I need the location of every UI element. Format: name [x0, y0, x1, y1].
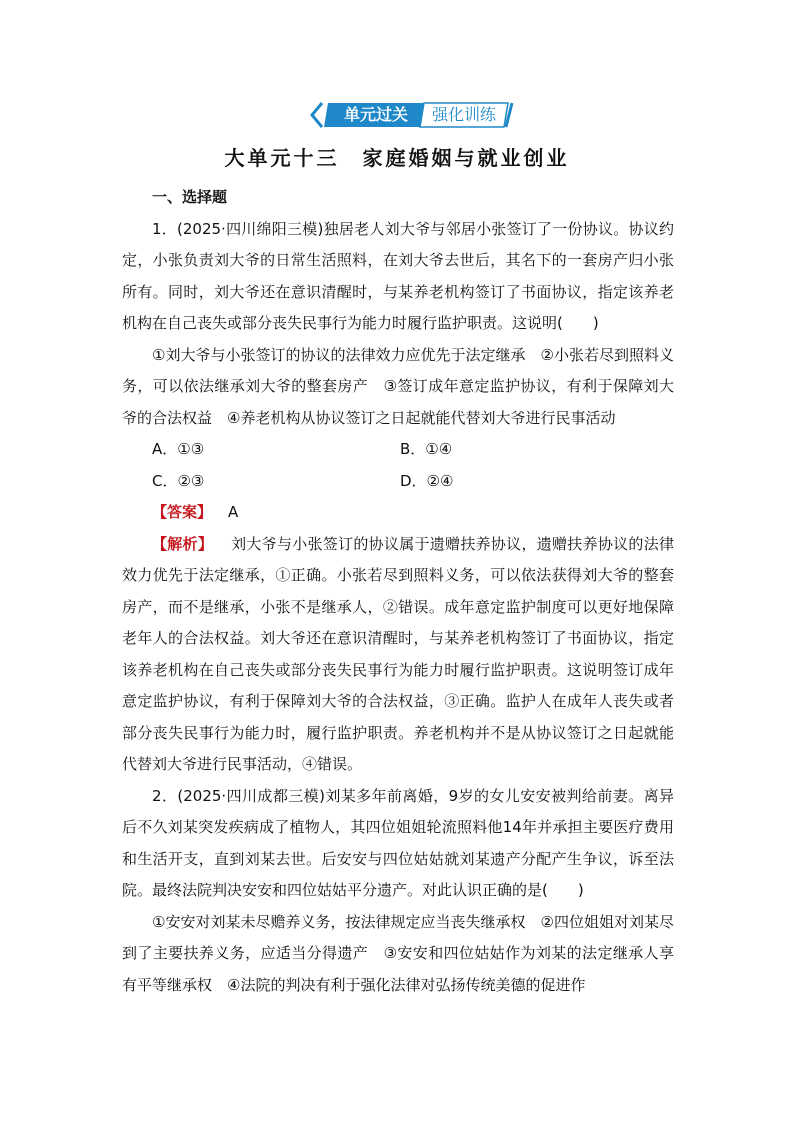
option-a: A．①③ [152, 440, 205, 458]
option-c: C．②③ [152, 471, 205, 490]
unit-review-banner [308, 99, 520, 131]
question-1-text: 独居老人刘大爷与邻居小张签订了一份协议。协议约定，小张负责刘大爷的日常生活照料，在刘大爷去世后，其名下的一套房产归小张所有。同时，刘大爷还在意识清醒时，与某养老机构签订了书面协议，指定该养老机构在自己丧失或部分丧失民事行为能力时履行监护职责。这说明( ) [122, 219, 674, 332]
document-body [122, 182, 674, 1001]
question-2-source: (2025·四川成都三模) [177, 786, 325, 805]
section-heading: 一、选择题 [152, 188, 228, 206]
option-b: B．①④ [400, 440, 453, 458]
banner-right-label: 强化训练 [431, 105, 496, 124]
question-1-number: 1． [152, 219, 178, 238]
question-1-stem [122, 214, 674, 340]
answer-value: A [228, 503, 239, 521]
question-2-text: 刘某多年前离婚，9岁的女儿安安被判给前妻。离异后不久刘某突发疾病成了植物人，其四位姐姐轮流照料他14年并承担主要医疗费用和生活开支，直到刘某去世。后安安与四位姑姑就刘某遗产分配产生争议，诉至法院。最终法院判决安安和四位姑姑平分遗产。对此认识正确的是( ) [122, 786, 674, 899]
answer-tag: 【答案】 [152, 503, 213, 521]
question-1-answer [152, 497, 674, 529]
question-2-number: 2． [152, 786, 178, 805]
question-2-stem [122, 781, 674, 907]
unit-title: 大单元十三 家庭婚姻与就业创业 [224, 146, 570, 170]
question-1-source: (2025·四川绵阳三模) [177, 219, 324, 238]
question-1-options [152, 434, 674, 497]
question-1-analysis [122, 529, 674, 781]
analysis-text: 刘大爷与小张签订的协议属于遗赠扶养协议，遗赠扶养协议的法律效力优先于法定继承，①正确。小张若尽到照料义务，可以依法获得刘大爷的整套房产，而不是继承，小张不是继承人，②错误。成年意定监护制度可以更好地保障老年人的合法权益。刘大爷还在意识清醒时，与某养老机构签订了书面协议，指定该养老机构在自己丧失或部分丧失民事行为能力时履行监护职责。这说明签订成年意定监护协议，有利于保障刘大爷的合法权益，③正确。监护人在成年人丧失或者部分丧失民事行为能力时，履行监护职责。养老机构并不是从协议签订之日起就能代替刘大爷进行民事活动，④错误。 [122, 534, 674, 773]
option-d: D．②④ [400, 471, 454, 490]
banner-left-label: 单元过关 [343, 105, 408, 124]
analysis-tag: 【解析】 [152, 534, 214, 553]
question-2-statements: ①安安对刘某未尽赡养义务，按法律规定应当丧失继承权 ②四位姐姐对刘某尽到了主要扶养义务，应适当分得遗产 ③安安和四位姑姑作为刘某的法定继承人享有平等继承权 ④法院的判决有利于强化法律对弘扬传统美德的促进作 [122, 912, 674, 994]
question-1-statements: ①刘大爷与小张签订的协议的法律效力应优先于法定继承 ②小张若尽到照料义务，可以依法继承刘大爷的整套房产 ③签订成年意定监护协议，有利于保障刘大爷的合法权益 ④养老机构从协议签订之日起就能代替刘大爷进行民事活动 [122, 345, 674, 427]
